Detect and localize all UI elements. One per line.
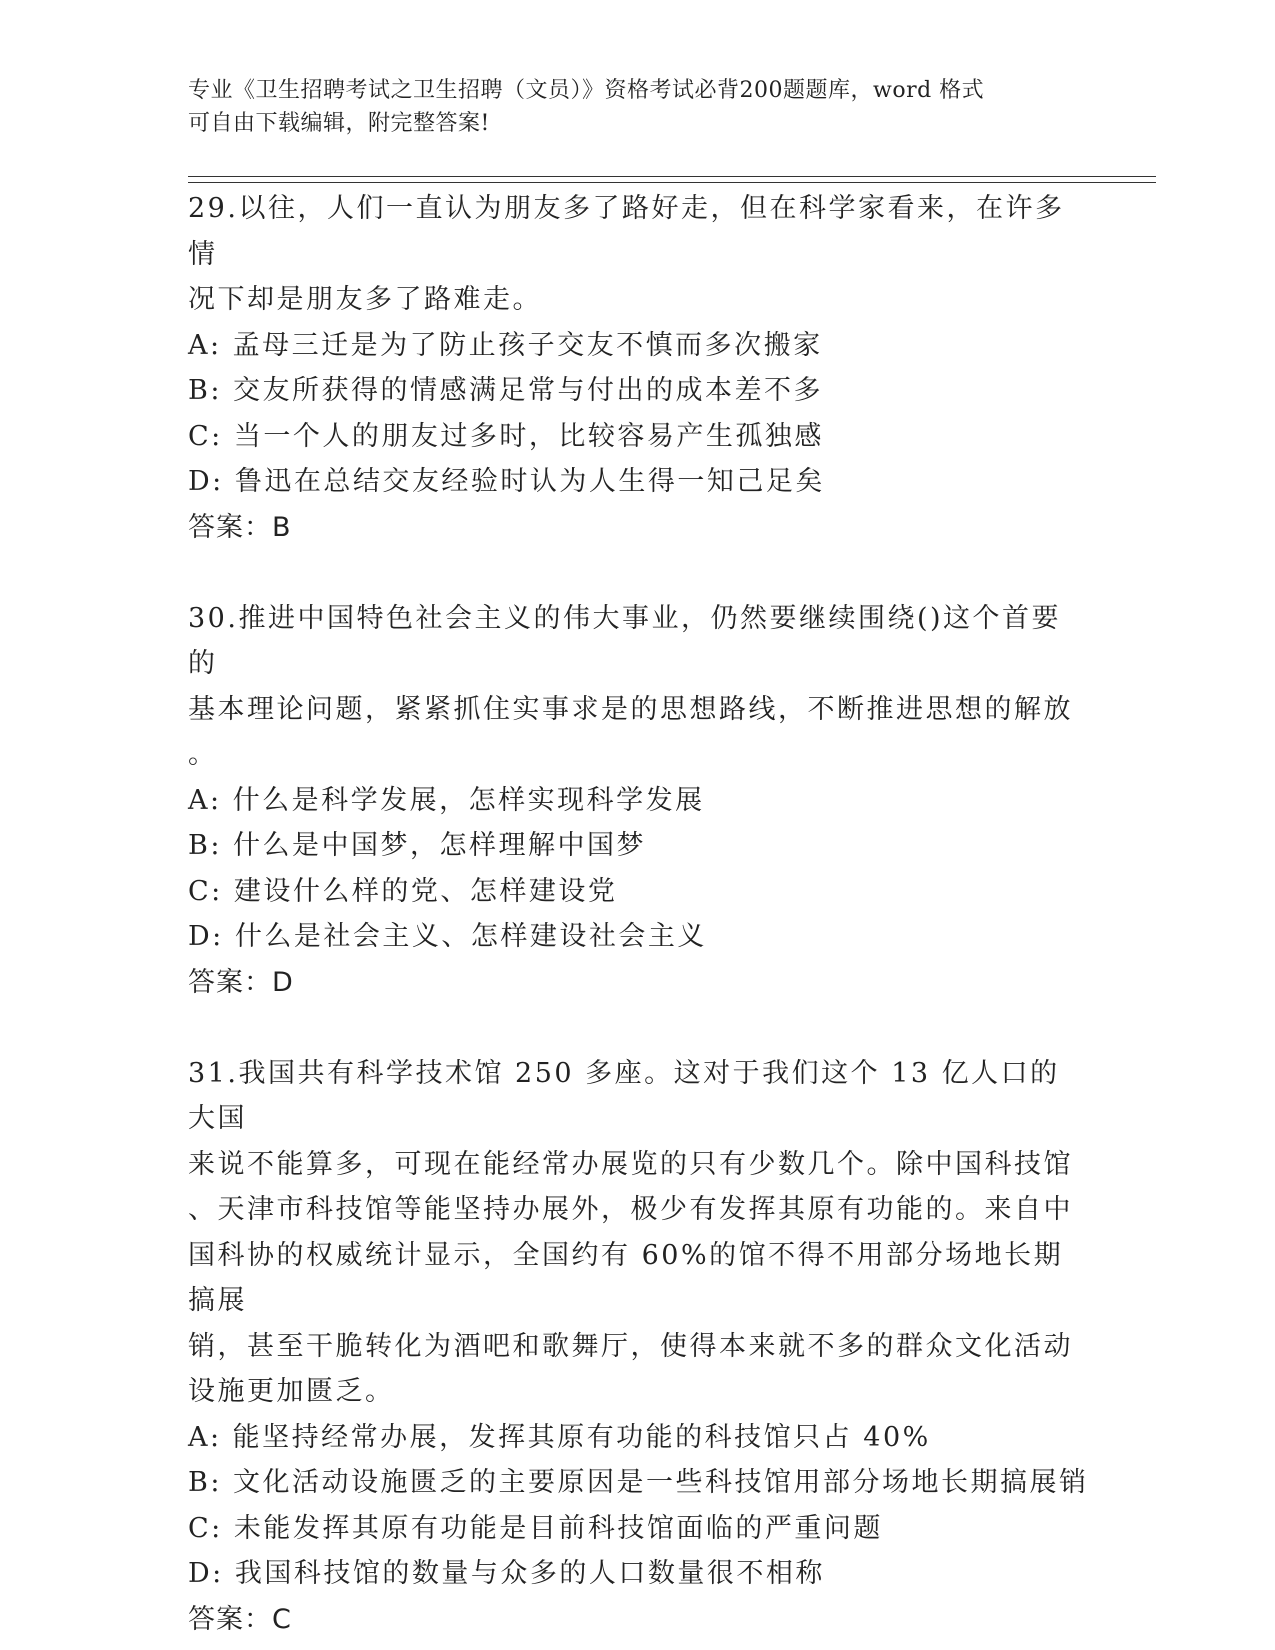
question-stem-line: 、天津市科技馆等能坚持办展外，极少有发挥其原有功能的。来自中 [188, 1194, 1073, 1225]
document-header [188, 74, 1068, 140]
option-c: C: 未能发挥其原有功能是目前科技馆面临的严重问题 [188, 1512, 883, 1544]
question-stem-line: 国科协的权威统计显示，全国约有 60%的馆不得不用部分场地长期搞展 [188, 1239, 1064, 1316]
question-spacer [188, 1005, 1088, 1051]
question-list [188, 186, 1088, 1642]
question-29 [188, 186, 1088, 550]
header-divider-bottom [188, 182, 1156, 183]
question-stem-line: 。 [188, 739, 218, 770]
question-stem-line: 况下却是朋友多了路难走。 [188, 284, 542, 315]
question-stem-line: 设施更加匮乏。 [188, 1376, 395, 1407]
option-d: D: 鲁迅在总结交友经验时认为人生得一知己足矣 [188, 466, 825, 497]
question-stem-line: 30.推进中国特色社会主义的伟大事业，仍然要继续围绕()这个首要的 [188, 602, 1062, 679]
header-line-1: 专业《卫生招聘考试之卫生招聘（文员）》资格考试必背200题题库，word 格式 [188, 78, 985, 103]
option-c: C: 建设什么样的党、怎样建设党 [188, 875, 618, 907]
question-stem-line: 31.我国共有科学技术馆 250 多座。这对于我们这个 13 亿人口的大国 [188, 1057, 1060, 1134]
option-b: B: 什么是中国梦，怎样理解中国梦 [188, 830, 647, 861]
option-a: A: 能坚持经常办展，发挥其原有功能的科技馆只占 40% [188, 1421, 931, 1453]
question-31 [188, 1051, 1088, 1643]
header-line-2: 可自由下载编辑，附完整答案! [188, 111, 490, 136]
option-a: A: 孟母三迁是为了防止孩子交友不慎而多次搬家 [188, 329, 823, 361]
question-spacer [188, 550, 1088, 596]
question-stem-line: 29.以往，人们一直认为朋友多了路好走，但在科学家看来，在许多情 [188, 193, 1065, 270]
option-c: C: 当一个人的朋友过多时，比较容易产生孤独感 [188, 420, 824, 452]
question-stem-line: 基本理论问题，紧紧抓住实事求是的思想路线，不断推进思想的解放 [188, 693, 1073, 725]
question-30 [188, 596, 1088, 1006]
header-divider-top [188, 176, 1156, 177]
option-a: A: 什么是科学发展，怎样实现科学发展 [188, 784, 705, 816]
answer-line: 答案：B [188, 511, 292, 543]
option-d: D: 什么是社会主义、怎样建设社会主义 [188, 921, 707, 952]
question-stem-line: 销，甚至干脆转化为酒吧和歌舞厅，使得本来就不多的群众文化活动 [188, 1330, 1073, 1362]
answer-line: 答案：D [188, 966, 294, 998]
option-d: D: 我国科技馆的数量与众多的人口数量很不相称 [188, 1558, 825, 1589]
question-stem-line: 来说不能算多，可现在能经常办展览的只有少数几个。除中国科技馆 [188, 1148, 1073, 1180]
option-b: B: 交友所获得的情感满足常与付出的成本差不多 [188, 375, 824, 406]
option-b: B: 文化活动设施匮乏的主要原因是一些科技馆用部分场地长期搞展销 [188, 1467, 1089, 1498]
answer-line: 答案：C [188, 1603, 292, 1635]
